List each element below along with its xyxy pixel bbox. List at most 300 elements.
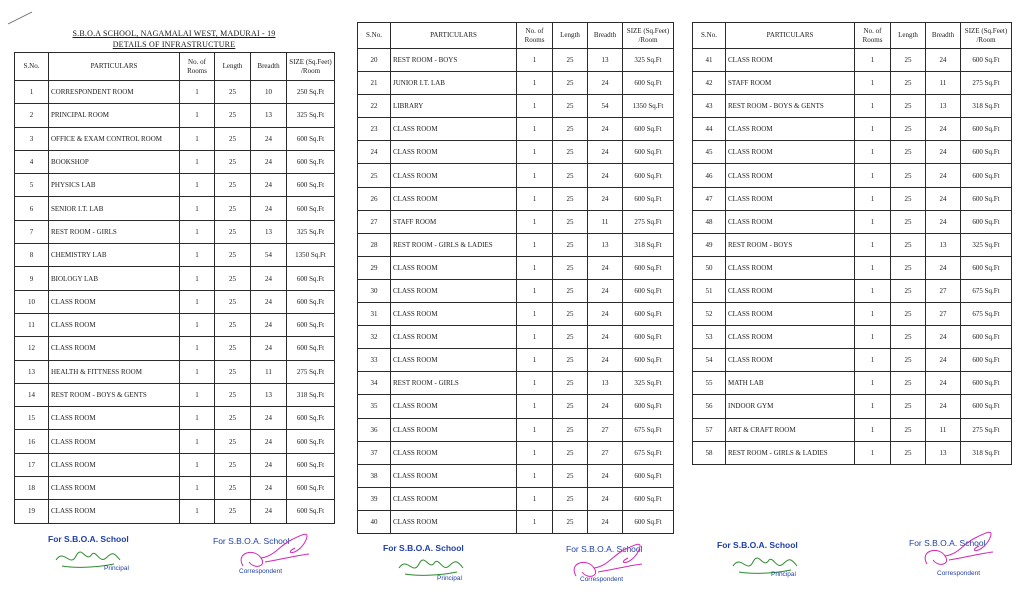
cell-breadth: 24 bbox=[926, 187, 961, 210]
cell-sno: 49 bbox=[693, 233, 726, 256]
table-row bbox=[15, 81, 335, 104]
table-row bbox=[358, 510, 674, 533]
cell-breadth: 24 bbox=[588, 464, 623, 487]
cell-rooms: 1 bbox=[517, 118, 553, 141]
cell-size: 600 Sq.Ft bbox=[623, 141, 674, 164]
table-row bbox=[693, 164, 1012, 187]
table-row bbox=[693, 210, 1012, 233]
correspondent-for-label: For S.B.O.A. School bbox=[566, 544, 643, 554]
table-row bbox=[358, 303, 674, 326]
cell-size: 600 Sq.Ft bbox=[287, 313, 335, 336]
cell-breadth: 24 bbox=[588, 72, 623, 95]
table-row bbox=[358, 95, 674, 118]
cell-particulars: REST ROOM - BOYS bbox=[391, 49, 517, 72]
cell-sno: 47 bbox=[693, 187, 726, 210]
col-header-breadth: Breadth bbox=[926, 23, 961, 49]
table-row bbox=[358, 349, 674, 372]
table-row bbox=[358, 210, 674, 233]
cell-length: 25 bbox=[891, 441, 926, 464]
cell-sno: 53 bbox=[693, 326, 726, 349]
cell-sno: 35 bbox=[358, 395, 391, 418]
cell-length: 25 bbox=[553, 487, 588, 510]
cell-size: 318 Sq.Ft bbox=[623, 233, 674, 256]
school-name: S.B.O.A SCHOOL, NAGAMALAI WEST, MADURAI - 19 bbox=[72, 29, 276, 38]
table-row bbox=[15, 453, 335, 476]
cell-breadth: 24 bbox=[251, 477, 287, 500]
cell-breadth: 11 bbox=[926, 418, 961, 441]
cell-sno: 6 bbox=[15, 197, 49, 220]
cell-length: 25 bbox=[553, 279, 588, 302]
cell-size: 600 Sq.Ft bbox=[287, 453, 335, 476]
cell-size: 600 Sq.Ft bbox=[623, 72, 674, 95]
cell-breadth: 24 bbox=[588, 141, 623, 164]
cell-rooms: 1 bbox=[180, 290, 215, 313]
table-row bbox=[693, 395, 1012, 418]
table-row bbox=[693, 372, 1012, 395]
cell-breadth: 24 bbox=[926, 256, 961, 279]
cell-rooms: 1 bbox=[855, 279, 891, 302]
cell-size: 600 Sq.Ft bbox=[623, 349, 674, 372]
cell-size: 600 Sq.Ft bbox=[623, 187, 674, 210]
cell-size: 275 Sq.Ft bbox=[287, 360, 335, 383]
cell-rooms: 1 bbox=[180, 407, 215, 430]
cell-length: 25 bbox=[891, 164, 926, 187]
cell-rooms: 1 bbox=[180, 453, 215, 476]
cell-length: 25 bbox=[215, 220, 251, 243]
cell-size: 600 Sq.Ft bbox=[961, 210, 1012, 233]
cell-breadth: 24 bbox=[251, 150, 287, 173]
cell-sno: 22 bbox=[358, 95, 391, 118]
cell-breadth: 24 bbox=[251, 197, 287, 220]
cell-particulars: CLASS ROOM bbox=[391, 326, 517, 349]
col-header-breadth: Breadth bbox=[588, 23, 623, 49]
cell-size: 600 Sq.Ft bbox=[961, 49, 1012, 72]
cell-sno: 55 bbox=[693, 372, 726, 395]
principal-for-label: For S.B.O.A. School bbox=[48, 534, 129, 544]
cell-breadth: 13 bbox=[588, 49, 623, 72]
table-row bbox=[15, 313, 335, 336]
cell-size: 325 Sq.Ft bbox=[961, 233, 1012, 256]
table-row bbox=[358, 464, 674, 487]
cell-size: 600 Sq.Ft bbox=[961, 372, 1012, 395]
cell-size: 1350 Sq.Ft bbox=[623, 95, 674, 118]
cell-particulars: INDOOR GYM bbox=[726, 395, 855, 418]
cell-length: 25 bbox=[215, 337, 251, 360]
cell-particulars: CLASS ROOM bbox=[391, 464, 517, 487]
table-row bbox=[693, 233, 1012, 256]
cell-size: 325 Sq.Ft bbox=[623, 372, 674, 395]
cell-breadth: 13 bbox=[926, 441, 961, 464]
cell-length: 25 bbox=[553, 510, 588, 533]
table-row bbox=[358, 164, 674, 187]
cell-length: 25 bbox=[891, 141, 926, 164]
cell-breadth: 11 bbox=[588, 210, 623, 233]
correspondent-signature-block bbox=[909, 538, 1029, 588]
cell-rooms: 1 bbox=[180, 81, 215, 104]
cell-breadth: 13 bbox=[926, 95, 961, 118]
cell-size: 600 Sq.Ft bbox=[623, 510, 674, 533]
table-row bbox=[358, 256, 674, 279]
table-row bbox=[693, 279, 1012, 302]
principal-role-label: Principal bbox=[104, 565, 129, 572]
cell-sno: 16 bbox=[15, 430, 49, 453]
table-row bbox=[693, 303, 1012, 326]
cell-length: 25 bbox=[215, 477, 251, 500]
cell-particulars: STAFF ROOM bbox=[726, 72, 855, 95]
cell-size: 600 Sq.Ft bbox=[961, 118, 1012, 141]
cell-breadth: 24 bbox=[251, 290, 287, 313]
cell-length: 25 bbox=[891, 395, 926, 418]
cell-size: 325 Sq.Ft bbox=[287, 220, 335, 243]
cell-particulars: CLASS ROOM bbox=[726, 118, 855, 141]
cell-particulars: CLASS ROOM bbox=[726, 210, 855, 233]
cell-sno: 11 bbox=[15, 313, 49, 336]
table-row bbox=[693, 349, 1012, 372]
cell-sno: 39 bbox=[358, 487, 391, 510]
infrastructure-table bbox=[357, 22, 674, 534]
cell-length: 25 bbox=[891, 349, 926, 372]
cell-rooms: 1 bbox=[855, 349, 891, 372]
table-row bbox=[358, 233, 674, 256]
cell-rooms: 1 bbox=[855, 441, 891, 464]
cell-particulars: CLASS ROOM bbox=[391, 441, 517, 464]
correspondent-signature-block bbox=[566, 544, 686, 594]
cell-length: 25 bbox=[891, 95, 926, 118]
table-row bbox=[693, 95, 1012, 118]
table-row bbox=[15, 290, 335, 313]
col-header-rooms: No. of Rooms bbox=[855, 23, 891, 49]
cell-size: 600 Sq.Ft bbox=[287, 174, 335, 197]
cell-sno: 21 bbox=[358, 72, 391, 95]
cell-size: 600 Sq.Ft bbox=[287, 500, 335, 523]
table-row bbox=[693, 141, 1012, 164]
cell-breadth: 24 bbox=[926, 326, 961, 349]
cell-breadth: 24 bbox=[588, 510, 623, 533]
col-header-size: SIZE (Sq.Feet) /Room bbox=[287, 53, 335, 81]
cell-length: 25 bbox=[215, 313, 251, 336]
cell-sno: 19 bbox=[15, 500, 49, 523]
table-row bbox=[358, 279, 674, 302]
principal-role-label: Principal bbox=[437, 575, 462, 582]
cell-breadth: 10 bbox=[251, 81, 287, 104]
cell-size: 600 Sq.Ft bbox=[287, 127, 335, 150]
table-header-row bbox=[358, 23, 674, 49]
cell-length: 25 bbox=[891, 303, 926, 326]
correspondent-signature-block bbox=[213, 536, 333, 586]
table-row bbox=[358, 141, 674, 164]
cell-breadth: 27 bbox=[926, 279, 961, 302]
table-header-row bbox=[15, 53, 335, 81]
cell-rooms: 1 bbox=[517, 256, 553, 279]
cell-sno: 18 bbox=[15, 477, 49, 500]
cell-length: 25 bbox=[215, 150, 251, 173]
cell-sno: 2 bbox=[15, 104, 49, 127]
cell-breadth: 24 bbox=[251, 127, 287, 150]
cell-rooms: 1 bbox=[180, 313, 215, 336]
cell-size: 600 Sq.Ft bbox=[623, 464, 674, 487]
cell-breadth: 24 bbox=[926, 395, 961, 418]
cell-size: 250 Sq.Ft bbox=[287, 81, 335, 104]
cell-breadth: 24 bbox=[588, 326, 623, 349]
table-row bbox=[15, 220, 335, 243]
cell-size: 600 Sq.Ft bbox=[287, 290, 335, 313]
cell-rooms: 1 bbox=[180, 267, 215, 290]
cell-length: 25 bbox=[891, 326, 926, 349]
cell-size: 675 Sq.Ft bbox=[623, 418, 674, 441]
table-row bbox=[358, 49, 674, 72]
cell-rooms: 1 bbox=[517, 372, 553, 395]
cell-particulars: CLASS ROOM bbox=[391, 303, 517, 326]
cell-particulars: REST ROOM - BOYS bbox=[726, 233, 855, 256]
cell-sno: 41 bbox=[693, 49, 726, 72]
cell-breadth: 24 bbox=[251, 313, 287, 336]
cell-particulars: REST ROOM - BOYS & GENTS bbox=[49, 383, 180, 406]
cell-rooms: 1 bbox=[517, 303, 553, 326]
cell-particulars: JUNIOR I.T. LAB bbox=[391, 72, 517, 95]
cell-particulars: CLASS ROOM bbox=[391, 118, 517, 141]
cell-size: 600 Sq.Ft bbox=[961, 349, 1012, 372]
correspondent-for-label: For S.B.O.A. School bbox=[909, 538, 986, 548]
cell-size: 600 Sq.Ft bbox=[287, 150, 335, 173]
cell-sno: 31 bbox=[358, 303, 391, 326]
cell-size: 600 Sq.Ft bbox=[623, 326, 674, 349]
cell-length: 25 bbox=[215, 267, 251, 290]
cell-particulars: CLASS ROOM bbox=[49, 337, 180, 360]
cell-sno: 30 bbox=[358, 279, 391, 302]
cell-length: 25 bbox=[215, 407, 251, 430]
correspondent-role-label: Correspondent bbox=[937, 570, 980, 577]
cell-length: 25 bbox=[553, 72, 588, 95]
col-header-length: Length bbox=[553, 23, 588, 49]
cell-size: 318 Sq.Ft bbox=[961, 441, 1012, 464]
cell-rooms: 1 bbox=[180, 244, 215, 267]
cell-sno: 3 bbox=[15, 127, 49, 150]
table-row bbox=[15, 407, 335, 430]
cell-breadth: 27 bbox=[588, 441, 623, 464]
cell-rooms: 1 bbox=[855, 95, 891, 118]
cell-breadth: 13 bbox=[588, 372, 623, 395]
cell-rooms: 1 bbox=[855, 210, 891, 233]
cell-rooms: 1 bbox=[855, 372, 891, 395]
cell-particulars: CLASS ROOM bbox=[391, 418, 517, 441]
cell-rooms: 1 bbox=[180, 383, 215, 406]
table-row bbox=[15, 360, 335, 383]
cell-rooms: 1 bbox=[855, 141, 891, 164]
cell-breadth: 11 bbox=[926, 72, 961, 95]
cell-length: 25 bbox=[553, 256, 588, 279]
cell-breadth: 24 bbox=[251, 174, 287, 197]
cell-length: 25 bbox=[553, 326, 588, 349]
cell-length: 25 bbox=[215, 383, 251, 406]
cell-particulars: CLASS ROOM bbox=[391, 395, 517, 418]
cell-breadth: 24 bbox=[926, 372, 961, 395]
cell-sno: 5 bbox=[15, 174, 49, 197]
cell-particulars: CHEMISTRY LAB bbox=[49, 244, 180, 267]
table-row bbox=[15, 500, 335, 523]
cell-length: 25 bbox=[215, 500, 251, 523]
col-header-particulars: PARTICULARS bbox=[49, 53, 180, 81]
cell-particulars: REST ROOM - GIRLS & LADIES bbox=[726, 441, 855, 464]
correspondent-signature bbox=[235, 526, 315, 568]
table-row bbox=[693, 118, 1012, 141]
cell-breadth: 24 bbox=[926, 141, 961, 164]
cell-rooms: 1 bbox=[855, 303, 891, 326]
cell-size: 600 Sq.Ft bbox=[623, 395, 674, 418]
table-row bbox=[693, 187, 1012, 210]
cell-particulars: CLASS ROOM bbox=[391, 510, 517, 533]
table-row bbox=[15, 267, 335, 290]
cell-sno: 29 bbox=[358, 256, 391, 279]
cell-breadth: 24 bbox=[251, 453, 287, 476]
cell-sno: 20 bbox=[358, 49, 391, 72]
cell-breadth: 24 bbox=[251, 500, 287, 523]
cell-length: 25 bbox=[553, 303, 588, 326]
col-header-length: Length bbox=[891, 23, 926, 49]
table-row bbox=[358, 487, 674, 510]
cell-breadth: 24 bbox=[251, 430, 287, 453]
cell-rooms: 1 bbox=[855, 72, 891, 95]
cell-size: 600 Sq.Ft bbox=[623, 164, 674, 187]
cell-particulars: CLASS ROOM bbox=[391, 164, 517, 187]
cell-rooms: 1 bbox=[180, 150, 215, 173]
principal-signature-block bbox=[383, 543, 503, 593]
cell-sno: 17 bbox=[15, 453, 49, 476]
cell-rooms: 1 bbox=[855, 326, 891, 349]
cell-sno: 28 bbox=[358, 233, 391, 256]
cell-rooms: 1 bbox=[517, 279, 553, 302]
cell-rooms: 1 bbox=[517, 210, 553, 233]
cell-rooms: 1 bbox=[855, 233, 891, 256]
table-row bbox=[693, 49, 1012, 72]
cell-size: 325 Sq.Ft bbox=[287, 104, 335, 127]
principal-for-label: For S.B.O.A. School bbox=[717, 540, 798, 550]
cell-rooms: 1 bbox=[517, 487, 553, 510]
cell-sno: 54 bbox=[693, 349, 726, 372]
cell-particulars: SENIOR I.T. LAB bbox=[49, 197, 180, 220]
table-row bbox=[15, 337, 335, 360]
cell-particulars: PRINCIPAL ROOM bbox=[49, 104, 180, 127]
cell-rooms: 1 bbox=[180, 220, 215, 243]
cell-length: 25 bbox=[215, 81, 251, 104]
cell-breadth: 27 bbox=[926, 303, 961, 326]
cell-rooms: 1 bbox=[855, 418, 891, 441]
cell-sno: 10 bbox=[15, 290, 49, 313]
cell-sno: 15 bbox=[15, 407, 49, 430]
cell-length: 25 bbox=[553, 118, 588, 141]
cell-length: 25 bbox=[891, 72, 926, 95]
cell-length: 25 bbox=[553, 233, 588, 256]
cell-particulars: CLASS ROOM bbox=[726, 164, 855, 187]
cell-particulars: ART & CRAFT ROOM bbox=[726, 418, 855, 441]
cell-length: 25 bbox=[891, 187, 926, 210]
cell-breadth: 13 bbox=[251, 104, 287, 127]
cell-length: 25 bbox=[891, 210, 926, 233]
cell-sno: 25 bbox=[358, 164, 391, 187]
col-header-breadth: Breadth bbox=[251, 53, 287, 81]
pen-mark bbox=[6, 10, 36, 26]
cell-sno: 37 bbox=[358, 441, 391, 464]
cell-length: 25 bbox=[215, 127, 251, 150]
cell-size: 600 Sq.Ft bbox=[287, 407, 335, 430]
cell-breadth: 13 bbox=[251, 220, 287, 243]
cell-size: 600 Sq.Ft bbox=[961, 164, 1012, 187]
cell-breadth: 24 bbox=[926, 118, 961, 141]
cell-particulars: CLASS ROOM bbox=[391, 487, 517, 510]
cell-particulars: REST ROOM - BOYS & GENTS bbox=[726, 95, 855, 118]
cell-breadth: 24 bbox=[588, 487, 623, 510]
cell-size: 600 Sq.Ft bbox=[287, 267, 335, 290]
cell-breadth: 13 bbox=[588, 233, 623, 256]
cell-sno: 57 bbox=[693, 418, 726, 441]
cell-particulars: CLASS ROOM bbox=[391, 141, 517, 164]
cell-rooms: 1 bbox=[180, 477, 215, 500]
cell-sno: 14 bbox=[15, 383, 49, 406]
cell-rooms: 1 bbox=[855, 49, 891, 72]
principal-role-label: Principal bbox=[771, 571, 796, 578]
cell-sno: 24 bbox=[358, 141, 391, 164]
cell-particulars: CLASS ROOM bbox=[726, 141, 855, 164]
cell-size: 318 Sq.Ft bbox=[287, 383, 335, 406]
cell-breadth: 11 bbox=[251, 360, 287, 383]
cell-length: 25 bbox=[891, 118, 926, 141]
cell-rooms: 1 bbox=[855, 256, 891, 279]
cell-sno: 36 bbox=[358, 418, 391, 441]
table-row bbox=[15, 150, 335, 173]
cell-length: 25 bbox=[215, 290, 251, 313]
cell-rooms: 1 bbox=[855, 164, 891, 187]
table-row bbox=[358, 372, 674, 395]
cell-length: 25 bbox=[215, 244, 251, 267]
cell-particulars: PHYSICS LAB bbox=[49, 174, 180, 197]
cell-rooms: 1 bbox=[855, 187, 891, 210]
table-row bbox=[693, 326, 1012, 349]
principal-signature-block bbox=[717, 540, 837, 590]
cell-length: 25 bbox=[215, 453, 251, 476]
cell-particulars: CLASS ROOM bbox=[726, 187, 855, 210]
cell-rooms: 1 bbox=[517, 187, 553, 210]
cell-breadth: 24 bbox=[588, 187, 623, 210]
cell-size: 600 Sq.Ft bbox=[623, 256, 674, 279]
cell-size: 1350 Sq.Ft bbox=[287, 244, 335, 267]
cell-particulars: CLASS ROOM bbox=[726, 49, 855, 72]
cell-particulars: CLASS ROOM bbox=[49, 500, 180, 523]
cell-sno: 56 bbox=[693, 395, 726, 418]
col-header-sno: S.No. bbox=[693, 23, 726, 49]
cell-size: 600 Sq.Ft bbox=[961, 395, 1012, 418]
cell-size: 600 Sq.Ft bbox=[623, 303, 674, 326]
correspondent-role-label: Correspondent bbox=[580, 576, 623, 583]
cell-particulars: CLASS ROOM bbox=[391, 187, 517, 210]
cell-sno: 38 bbox=[358, 464, 391, 487]
cell-sno: 46 bbox=[693, 164, 726, 187]
cell-sno: 34 bbox=[358, 372, 391, 395]
cell-particulars: CLASS ROOM bbox=[49, 430, 180, 453]
cell-particulars: CLASS ROOM bbox=[49, 453, 180, 476]
cell-sno: 44 bbox=[693, 118, 726, 141]
cell-length: 25 bbox=[215, 104, 251, 127]
cell-length: 25 bbox=[891, 49, 926, 72]
cell-length: 25 bbox=[553, 372, 588, 395]
correspondent-role-label: Correspondent bbox=[239, 568, 282, 575]
cell-size: 275 Sq.Ft bbox=[623, 210, 674, 233]
cell-particulars: CLASS ROOM bbox=[391, 279, 517, 302]
cell-sno: 45 bbox=[693, 141, 726, 164]
cell-particulars: CLASS ROOM bbox=[49, 407, 180, 430]
cell-particulars: MATH LAB bbox=[726, 372, 855, 395]
cell-length: 25 bbox=[553, 141, 588, 164]
cell-length: 25 bbox=[553, 349, 588, 372]
col-header-sno: S.No. bbox=[358, 23, 391, 49]
